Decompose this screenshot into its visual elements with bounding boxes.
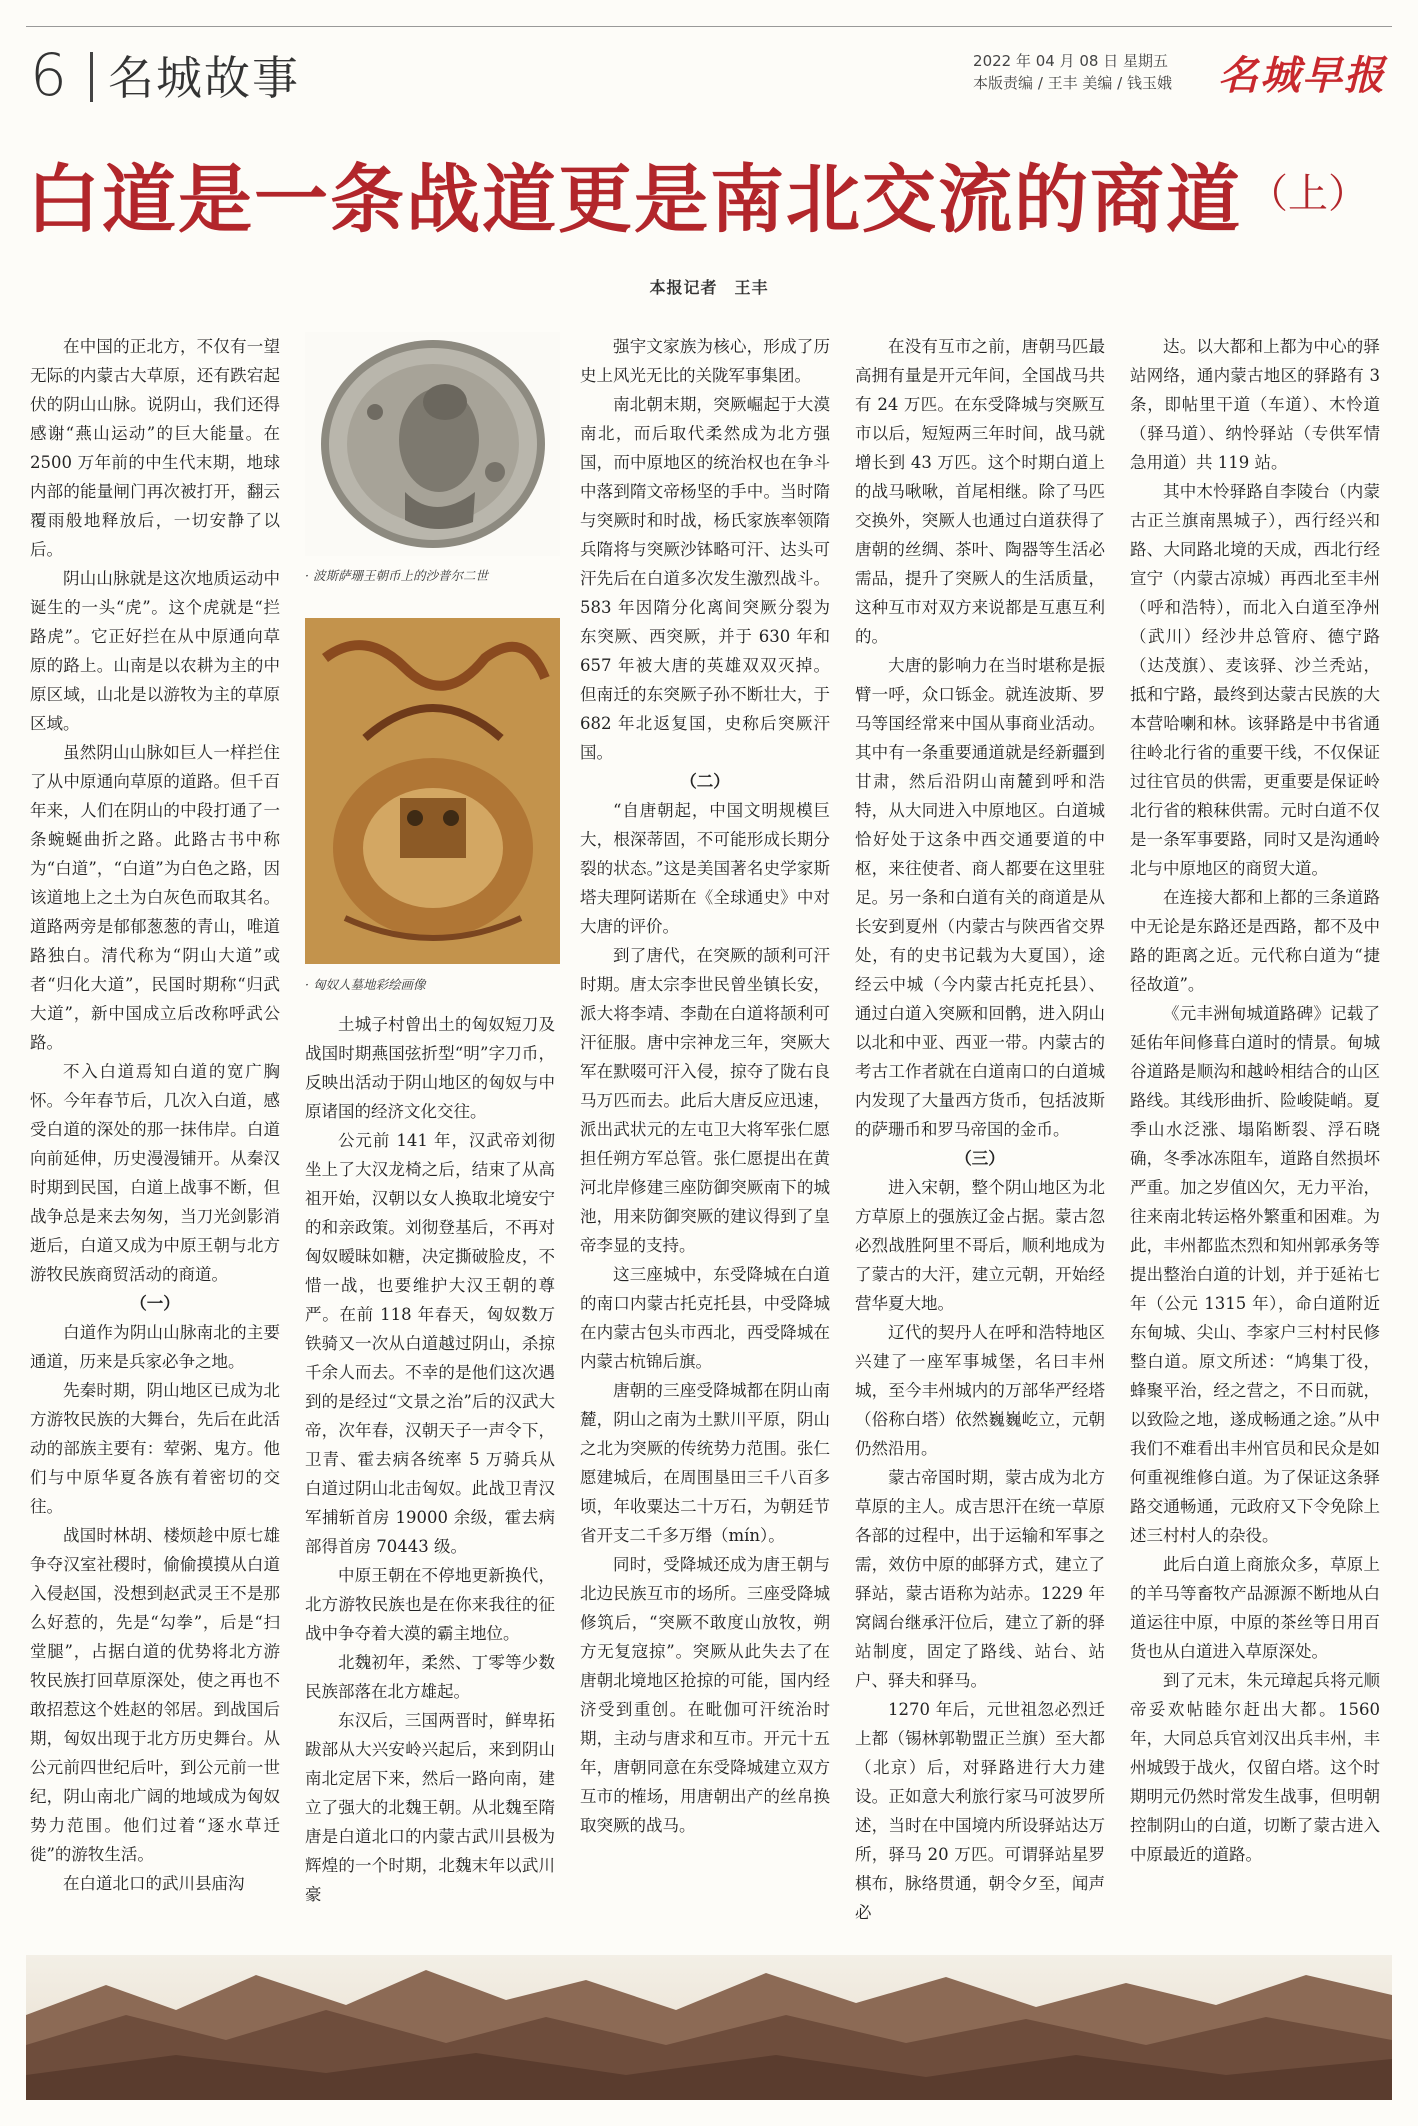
paragraph: 辽代的契丹人在呼和浩特地区兴建了一座军事城堡，名曰丰州城，至今丰州城内的万部华严经塔（俗称白塔）依然巍巍屹立，元朝仍然沿用。 xyxy=(855,1323,1105,1458)
paragraph: 这三座城中，东受降城在白道的南口内蒙古托克托县，中受降城在内蒙古包头市西北，西受降城在内蒙古杭锦后旗。 xyxy=(580,1265,830,1371)
mural-photo xyxy=(305,618,560,964)
masthead xyxy=(26,42,1392,112)
paragraph: 南北朝末期，突厥崛起于大漠南北，而后取代柔然成为北方强国，而中原地区的统治权也在争斗中落到隋文帝杨坚的手中。当时隋与突厥时和时战，杨氏家族率领隋兵隋将与突厥沙钵略可汗、达头可汗先后在白道多次发生激烈战斗。583 年因隋分化离间突厥分裂为东突厥、西突厥，并于 630 年和 657 年被大唐的英雄双双灭掉。但南迁的东突厥子孙不断壮大，于 682 年北返复国，史称后突厥汗国。 xyxy=(580,395,830,762)
mountain-photo xyxy=(26,1955,1392,2100)
paragraph: 北魏初年，柔然、丁零等少数民族部落在北方雄起。 xyxy=(305,1653,555,1701)
paragraph: 在没有互市之前，唐朝马匹最高拥有量是开元年间，全国战马共有 24 万匹。在东受降城与突厥互市以后，短短两三年时间，战马就增长到 43 万匹。这个时期白道上的战马啾啾，首尾相继。除了马匹交换外，突厥人也通过白道获得了唐朝的丝绸、茶叶、陶器等生活必需品，提升了突厥人的生活质量，这种互市对双方来说都是互惠互利的。 xyxy=(855,337,1105,646)
paragraph: 唐朝的三座受降城都在阴山南麓，阴山之南为土默川平原，阴山之北为突厥的传统势力范围。张仁愿建城后，在周围垦田三千八百多顷，年收粟达二十万石，为朝廷节省开支二千多万缗（mín）。 xyxy=(580,1381,830,1545)
headline-text: 白道是一条战道更是南北交流的商道 xyxy=(26,157,1242,243)
column-5 xyxy=(1130,332,1380,1952)
paragraph: 其中木怜驿路自李陵台（内蒙古正兰旗南黑城子），西行经兴和路、大同路北境的天成，西北行经宣宁（内蒙古凉城）再西北至丰州（呼和浩特），而北入白道至净州（武川）经沙井总管府、德宁路（达茂旗）、麦该驿、沙兰秃站，抵和宁路，最终到达蒙古民族的大本营哈喇和林。该驿路是中书省通往岭北行省的重要干线，不仅保证过往官员的供需，更重要是保证岭北行省的粮秣供需。元时白道不仅是一条军事要路，同时又是沟通岭北与中原地区的商贸大道。 xyxy=(1130,482,1380,878)
section-heading: （三） xyxy=(955,1149,1005,1168)
page-divider-bar xyxy=(90,52,93,102)
mural-caption: · 匈奴人墓地彩绘画像 xyxy=(305,977,426,992)
paragraph: 到了唐代，在突厥的颉利可汗时期。唐太宗李世民曾坐镇长安，派大将李靖、李勣在白道将颉利可汗征服。唐中宗神龙三年，突厥大军在默啜可汗入侵，掠夺了陇右良马万匹而去。此后大唐反应迅速，派出武状元的左屯卫大将军张仁愿担任朔方军总管。张仁愿提出在黄河北岸修建三座防御突厥南下的城池，用来防御突厥的建议得到了皇帝李显的支持。 xyxy=(580,946,830,1255)
paragraph: 到了元末，朱元璋起兵将元顺帝妥欢帖睦尔赶出大都。1560 年，大同总兵官刘汉出兵丰州，丰州城毁于战火，仅留白塔。这个时期明元仍然时常发生战事，但明朝控制阴山的白道，切断了蒙古进入中原最近的道路。 xyxy=(1130,1671,1380,1864)
paragraph: 此后白道上商旅众多，草原上的羊马等畜牧产品源源不断地从白道运往中原，中原的茶丝等日用百货也从白道进入草原深处。 xyxy=(1130,1555,1380,1661)
paragraph: 1270 年后，元世祖忽必烈迁上都（锡林郭勒盟正兰旗）至大都（北京）后，对驿路进行大力建设。正如意大利旅行家马可波罗所述，当时在中国境内所设驿站达万所，驿马 20 万匹。可谓驿站星罗棋布，脉络贯通，朝令夕至，闻声必 xyxy=(855,1700,1105,1922)
paragraph: “自唐朝起，中国文明规模巨大，根深蒂固，不可能形成长期分裂的状态。”这是美国著名史学家斯塔夫理阿诺斯在《全球通史》中对大唐的评价。 xyxy=(580,801,830,936)
column-1 xyxy=(30,332,280,1952)
paragraph: 东汉后，三国两晋时，鲜卑拓跋部从大兴安岭兴起后，来到阴山南北定居下来，然后一路向南，建立了强大的北魏王朝。从北魏至隋唐是白道北口的内蒙古武川县极为辉煌的一个时期，北魏末年以武川豪 xyxy=(305,1711,555,1904)
section-name: 名城故事 xyxy=(108,51,300,105)
paragraph: 在白道北口的武川县庙沟 xyxy=(63,1874,245,1893)
paragraph: 大唐的影响力在当时堪称是振臂一呼，众口铄金。就连波斯、罗马等国经常来中国从事商业活动。其中有一条重要通道就是经新疆到甘肃，然后沿阴山南麓到呼和浩特，从大同进入中原地区。白道城恰好处于这条中西交通要道的中枢，来往使者、商人都要在这里驻足。另一条和白道有关的商道是从长安到夏州（内蒙古与陕西省交界处，有的史书记载为大夏国），途经云中城（今内蒙古托克托县）、通过白道入突厥和回鹘，进入阴山以北和中亚、西亚一带。内蒙古的考古工作者就在白道南口的白道城内发现了大量西方货币，包括波斯的萨珊币和罗马帝国的金币。 xyxy=(855,656,1105,1139)
headline-part: （上） xyxy=(1248,171,1368,217)
paragraph: 在连接大都和上都的三条道路中无论是东路还是西路，都不及中路的距离之近。元代称白道为“捷径故道”。 xyxy=(1130,888,1380,994)
paragraph: 《元丰洲甸城道路碑》记载了延佑年间修葺白道时的情景。甸城谷道路是顺沟和越岭相结合的山区路线。其线形曲折、险峻陡峭。夏季山水泛涨、塌陷断裂、浮石晓确，冬季冰冻阻车，道路自然损坏严重。加之岁值凶欠，无力平治，往来南北转运格外繁重和困难。为此，丰州都监杰烈和知州郭承务等提出整治白道的计划，并于延祐七年（公元 1315 年），命白道附近东甸城、尖山、李家户三村村民修整白道。原文所述：“鸠集丁役，蜂聚平治，经之营之，不日而就，以致险之地，遂成畅通之途。”从中我们不难看出丰州官员和民众是如何重视维修白道。为了保证这条驿路交通畅通，元政府又下令免除上述三村村人的杂役。 xyxy=(1130,1004,1380,1545)
paragraph: 白道作为阴山山脉南北的主要通道，历来是兵家必争之地。 xyxy=(30,1323,280,1371)
article-headline xyxy=(26,150,1392,250)
paragraph: 土城子村曾出土的匈奴短刀及战国时期燕国弦折型“明”字刀币，反映出活动于阴山地区的匈奴与中原诸国的经济文化交往。 xyxy=(305,1015,555,1121)
newspaper-logo: 名城早报 xyxy=(1218,52,1386,99)
paragraph: 达。以大都和上都为中心的驿站网络，通内蒙古地区的驿路有 3 条，即帖里干道（车道）、木怜道（驿马道）、纳怜驿站（专供军情急用道）共 119 站。 xyxy=(1130,337,1380,472)
top-rule xyxy=(26,26,1392,27)
paragraph: 在中国的正北方，不仅有一望无际的内蒙古大草原，还有跌宕起伏的阴山山脉。说阴山，我们还得感谢“燕山运动”的巨大能量。在 2500 万年前的中生代末期，地球内部的能量闸门再次被打开，翻云覆雨般地释放后，一切安静了以后。 xyxy=(30,337,280,559)
paragraph: 公元前 141 年，汉武帝刘彻坐上了大汉龙椅之后，结束了从高祖开始，汉朝以女人换取北境安宁的和亲政策。刘彻登基后，不再对匈奴暧昧如糖，决定撕破脸皮，不惜一战，也要维护大汉王朝的尊严。在前 118 年春天，匈奴数万铁骑又一次从白道越过阴山，杀掠千余人而去。不幸的是他们这次遇到的是经过“文景之治”后的汉武大帝，次年春，汉朝天子一声令下，卫青、霍去病各统率 5 万骑兵从白道过阴山北击匈奴。此战卫青汉军捕斩首房 19000 余级，霍去病部得首房 70443 级。 xyxy=(305,1131,555,1556)
editor-credits: 本版责编 / 王丰 美编 / 钱玉娥 xyxy=(973,74,1172,92)
paragraph: 强宇文家族为核心，形成了历史上风光无比的关陇军事集团。 xyxy=(580,337,830,385)
issue-date: 2022 年 04 月 08 日 星期五 xyxy=(973,52,1169,70)
coin-photo xyxy=(305,332,560,556)
section-heading: （二） xyxy=(680,772,730,791)
column-4 xyxy=(855,332,1105,1952)
coin-caption: · 波斯萨珊王朝币上的沙普尔二世 xyxy=(305,568,488,583)
column-3 xyxy=(580,332,830,1952)
paragraph: 蒙古帝国时期，蒙古成为北方草原的主人。成吉思汗在统一草原各部的过程中，出于运输和军事之需，效仿中原的邮驿方式，建立了驿站，蒙古语称为站赤。1229 年窝阔台继承汗位后，建立了新的驿站制度，固定了路线、站台、站户、驿夫和驿马。 xyxy=(855,1468,1105,1690)
paragraph: 同时，受降城还成为唐王朝与北边民族互市的场所。三座受降城修筑后，“突厥不敢度山放牧，朔方无复寇掠”。突厥从此失去了在唐朝北境地区抢掠的可能，国内经济受到重创。在毗伽可汗统治时期，主动与唐求和互市。开元十五年，唐朝同意在东受降城建立双方互市的榷场，用唐朝出产的丝帛换取突厥的战马。 xyxy=(580,1555,830,1835)
byline: 本报记者 王丰 xyxy=(649,278,769,297)
paragraph: 先秦时期，阴山地区已成为北方游牧民族的大舞台，先后在此活动的部族主要有：荤粥、鬼方。他们与中原华夏各族有着密切的交往。 xyxy=(30,1381,280,1516)
paragraph: 不入白道焉知白道的宽广胸怀。今年春节后，几次入白道，感受白道的深处的那一抹伟岸。白道向前延伸，历史漫漫铺开。从秦汉时期到民国，白道上战事不断，但战争总是来去匆匆，当刀光剑影消逝后，白道又成为中原王朝与北方游牧民族商贸活动的商道。 xyxy=(30,1062,280,1284)
paragraph: 虽然阴山山脉如巨人一样拦住了从中原通向草原的道路。但千百年来，人们在阴山的中段打通了一条蜿蜒曲折之路。此路古书中称为“白道”，“白道”为白色之路，因该道地上之土为白灰色而取其名。道路两旁是郁郁葱葱的青山，唯道路独白。清代称为“阴山大道”或者“归化大道”，民国时期称“归武大道”，新中国成立后改称呼武公路。 xyxy=(30,743,280,1052)
paragraph: 战国时林胡、楼烦趁中原七雄争夺汉室社稷时，偷偷摸摸从白道入侵赵国，没想到赵武灵王不是那么好惹的，先是“勾拳”，后是“扫堂腿”，占据白道的优势将北方游牧民族打回草原深处，使之再也不敢招惹这个姓赵的邻居。到战国后期，匈奴出现于北方历史舞台。从公元前四世纪后叶，到公元前一世纪，阴山南北广阔的地域成为匈奴势力范围。他们过着“逐水草迁徙”的游牧生活。 xyxy=(30,1526,280,1864)
dateline xyxy=(973,50,1172,94)
column-2 xyxy=(305,1010,555,1952)
paragraph: 阴山山脉就是这次地质运动中诞生的一头“虎”。这个虎就是“拦路虎”。它正好拦在从中原通向草原的路上。山南是以农耕为主的中原区域，山北是以游牧为主的草原区域。 xyxy=(30,569,280,733)
paragraph: 进入宋朝，整个阴山地区为北方草原上的强族辽金占据。蒙古忽必烈战胜阿里不哥后，顺利地成为了蒙古的大汗，建立元朝，开始经营华夏大地。 xyxy=(855,1178,1105,1313)
article-body xyxy=(30,332,1390,1952)
paragraph: 中原王朝在不停地更新换代，北方游牧民族也是在你来我往的征战中争夺着大漠的霸主地位。 xyxy=(305,1566,555,1643)
section-heading: （一） xyxy=(130,1294,180,1313)
page-number: 6 xyxy=(30,41,67,109)
